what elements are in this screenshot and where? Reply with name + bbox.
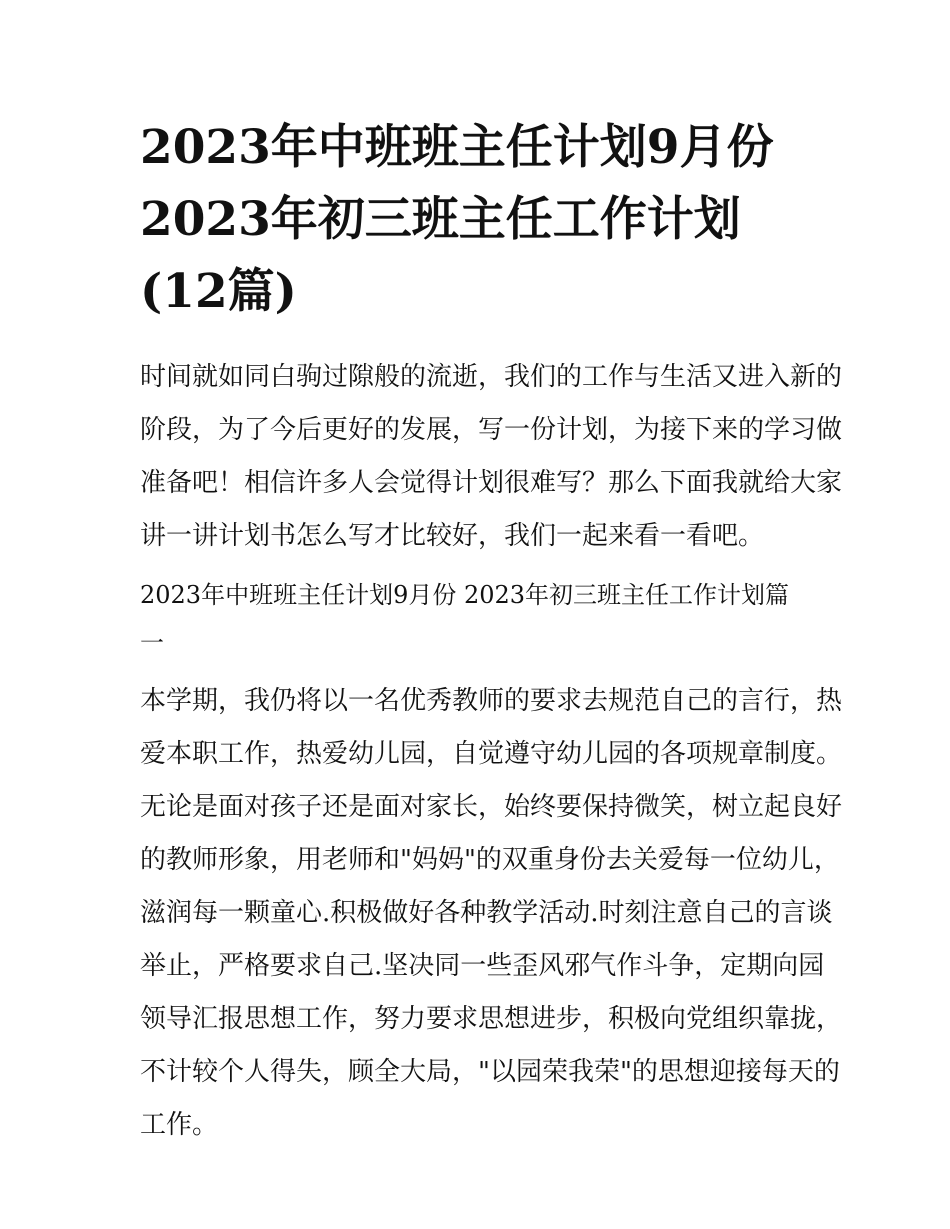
intro-line: 阶段，为了今后更好的发展，写一份计划，为接下来的学习做 — [140, 415, 843, 445]
intro-line: 时间就如同白驹过隙般的流逝，我们的工作与生活又进入新的 — [140, 362, 843, 392]
paragraph-line: 滋润每一颗童心.积极做好各种教学活动.时刻注意自己的言谈 — [140, 898, 833, 928]
paragraph-line: 无论是面对孩子还是面对家长，始终要保持微笑，树立起良好 — [140, 792, 843, 822]
paragraph-line: 的教师形象，用老师和"妈妈"的双重身份去关爱每一位幼儿， — [140, 845, 840, 875]
paragraph-line: 工作。 — [140, 1110, 219, 1140]
title-line-3: (12篇) — [140, 264, 297, 319]
title-line-2: 2023年初三班主任工作计划 — [140, 192, 741, 247]
document-body — [140, 351, 843, 1152]
intro-paragraph — [140, 351, 843, 563]
section-heading-line: 一 — [140, 629, 164, 657]
paragraph-line: 举止，严格要求自己.坚决同一些歪风邪气作斗争，定期向园 — [140, 951, 825, 981]
body-paragraph — [140, 675, 843, 1152]
section-heading-line: 2023年中班班主任计划9月份 2023年初三班主任工作计划篇 — [140, 581, 790, 609]
intro-line: 讲一讲计划书怎么写才比较好，我们一起来看一看吧。 — [140, 521, 765, 551]
title-line-1: 2023年中班班主任计划9月份 — [140, 120, 774, 175]
document-title — [140, 112, 820, 328]
paragraph-line: 本学期，我仍将以一名优秀教师的要求去规范自己的言行，热 — [140, 686, 843, 716]
paragraph-line: 爱本职工作，热爱幼儿园，自觉遵守幼儿园的各项规章制度。 — [140, 739, 843, 769]
paragraph-line: 领导汇报思想工作，努力要求思想进步，积极向党组织靠拢， — [140, 1004, 843, 1034]
intro-line: 准备吧！相信许多人会觉得计划很难写？那么下面我就给大家 — [140, 468, 843, 498]
paragraph-line: 不计较个人得失，顾全大局，"以园荣我荣"的思想迎接每天的 — [140, 1057, 840, 1087]
section-heading — [140, 571, 830, 667]
